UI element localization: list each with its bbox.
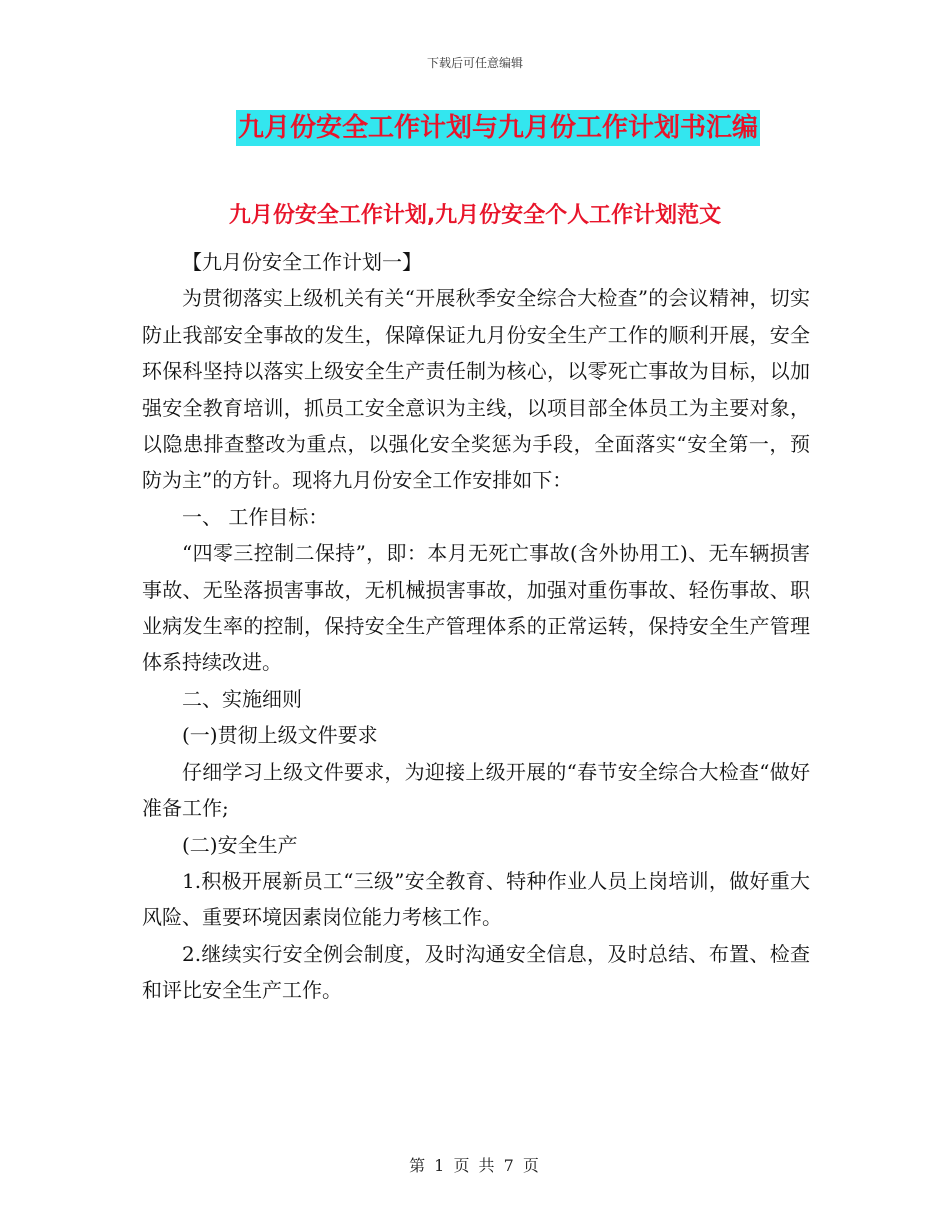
main-title: 九月份安全工作计划与九月份工作计划书汇编 <box>236 110 760 146</box>
heading-sub-1: (一)贯彻上级文件要求 <box>182 723 378 748</box>
heading-implementation: 二、实施细则 <box>182 686 302 711</box>
page-footer: 第 1 页 共 7 页 <box>409 1156 541 1175</box>
sub-title: 九月份安全工作计划,九月份安全个人工作计划范文 <box>228 203 722 228</box>
paragraph-intro: 为贯彻落实上级机关有关“开展秋季安全综合大检查”的会议精神，切实防止我部安全事故的发生，保障保证九月份安全生产工作的顺利开展，安全环保科坚持以落实上级安全生产责任制为核心，以零死亡事故为目标，以加强安全教育培训，抓员工安全意识为主线，以项目部全体员工为主要对象，以隐患排查整改为重点，以强化安全奖惩为手段，全面落实“安全第一，预防为主”的方针。现将九月份安全工作安排如下： <box>142 286 810 493</box>
paragraph-study: 仔细学习上级文件要求，为迎接上级开展的“春节安全综合大检查“做好准备工作; <box>142 759 810 821</box>
list-item-1: 1.积极开展新员工“三级”安全教育、特种作业人员上岗培训，做好重大风险、重要环境因素岗位能力考核工作。 <box>142 868 810 930</box>
paragraph-section-label: 【九月份安全工作计划一】 <box>182 250 422 274</box>
header-note: 下载后可任意编辑 <box>426 56 523 70</box>
list-item-2: 2.继续实行安全例会制度，及时沟通安全信息，及时总结、布置、检查和评比安全生产工作。 <box>142 941 810 1003</box>
heading-work-goals: 一、 工作目标： <box>182 504 329 529</box>
document-body <box>142 244 810 1009</box>
heading-sub-2: (二)安全生产 <box>182 832 298 857</box>
main-title-container <box>0 110 950 146</box>
paragraph-goals: “四零三控制二保持”，即：本月无死亡事故(含外协用工)、无车辆损害事故、无坠落损害事故，无机械损害事故，加强对重伤事故、轻伤事故、职业病发生率的控制，保持安全生产管理体系的正常运转，保持安全生产管理体系持续改进。 <box>142 541 810 675</box>
